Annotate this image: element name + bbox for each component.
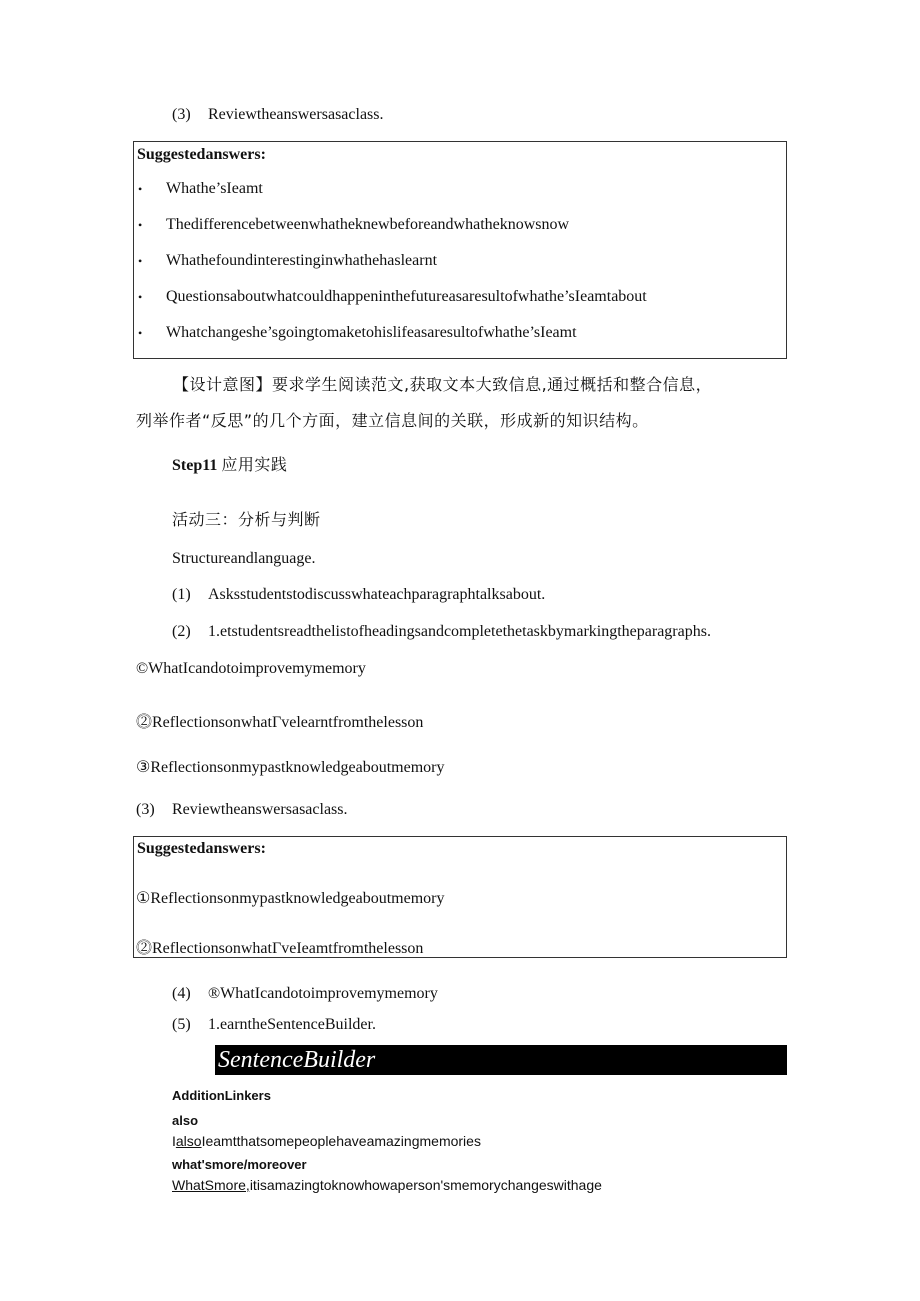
heading-option-2: ⓶ReflectionsonwhatΓvelearntfromthelesson [136, 714, 424, 731]
answer-item: Questionsaboutwhatcouldhappeninthefutureasaresultofwhathe’sIeamtabout [166, 288, 647, 305]
bullet-icon: • [138, 290, 143, 304]
item-number: (5) [172, 1016, 191, 1033]
bullet-icon: • [138, 182, 143, 196]
sentence-builder-banner: SentenceBuilder [215, 1045, 787, 1075]
linker-moreover-label: what'smore/moreover [172, 1157, 307, 1172]
item-number: (2) [172, 623, 191, 640]
design-intent-line-2: 列举作者“反思”的几个方面，建立信息间的关联，形成新的知识结构。 [136, 411, 649, 430]
activity-title: 活动三：分析与判断 [172, 510, 321, 529]
item-text: 1.etstudentsreadthelistofheadingsandcompletethetaskbymarkingtheparagraphs. [208, 623, 711, 640]
item-text: Asksstudentstodiscusswhateachparagraphtalksabout. [208, 586, 546, 603]
review-line-1 [172, 106, 384, 124]
example-prefix: I [172, 1133, 176, 1149]
item-number: (1) [172, 586, 191, 603]
example-underlined: WhatSmore, [172, 1177, 250, 1193]
box-title: Suggestedanswers: [137, 840, 266, 857]
answer-item: ⓶ReflectionsonwhatΓveIeamtfromthelesson [136, 940, 424, 957]
task-item-1 [172, 586, 545, 604]
linker-moreover-example [172, 1177, 602, 1193]
task-item-2 [172, 623, 711, 641]
step-label: Step11 [172, 457, 218, 474]
bullet-icon: • [138, 254, 143, 268]
addition-linkers-heading: AdditionLinkers [172, 1088, 271, 1103]
item-number: (3) [136, 801, 155, 818]
bullet-icon: • [138, 218, 143, 232]
heading-option-1: ©WhatIcandotoimprovemymemory [136, 660, 366, 677]
box-title: Suggestedanswers: [137, 146, 266, 163]
item-text: Reviewtheanswersasaclass. [208, 106, 384, 123]
task-item-5 [172, 1016, 376, 1034]
answer-item: Whathe’sIeamt [166, 180, 263, 197]
suggested-answers-box-1 [133, 141, 787, 359]
answer-item: ①Reflectionsonmypastknowledgeaboutmemory [136, 890, 445, 907]
example-rest: itisamazingtoknowhowaperson'smemorychangeswithage [249, 1177, 602, 1193]
example-underlined: also [175, 1133, 202, 1149]
bullet-icon: • [138, 326, 143, 340]
linker-also-example [172, 1133, 481, 1149]
review-line-2 [136, 801, 348, 819]
item-number: (3) [172, 106, 191, 123]
structure-label: Structureandlanguage. [172, 550, 316, 567]
item-number: (4) [172, 985, 191, 1002]
answer-item: Whathefoundinterestinginwhathehaslearnt [166, 252, 438, 269]
example-rest: Ieamtthatsomepeoplehaveamazingmemories [201, 1133, 481, 1149]
linker-also-label: also [172, 1113, 199, 1128]
item-text: Reviewtheanswersasaclass. [172, 801, 348, 818]
item-text: 1.earntheSentenceBuilder. [208, 1016, 376, 1033]
design-intent-line-1: 【设计意图】要求学生阅读范文,获取文本大致信息,通过概括和整合信息， [173, 375, 713, 394]
item-text: ®WhatIcandotoimprovemymemory [208, 985, 438, 1002]
heading-option-3: ③Reflectionsonmypastknowledgeaboutmemory [136, 759, 445, 776]
task-item-4 [172, 985, 438, 1003]
step-title: 应用实践 [221, 455, 288, 474]
suggested-answers-box-2 [133, 836, 787, 958]
answer-item: Thedifferencebetweenwhatheknewbeforeandwhatheknowsnow [166, 216, 570, 233]
step-heading [172, 452, 287, 475]
answer-item: Whatchangeshe’sgoingtomaketohislifeasaresultofwhathe’sIeamt [166, 324, 577, 341]
